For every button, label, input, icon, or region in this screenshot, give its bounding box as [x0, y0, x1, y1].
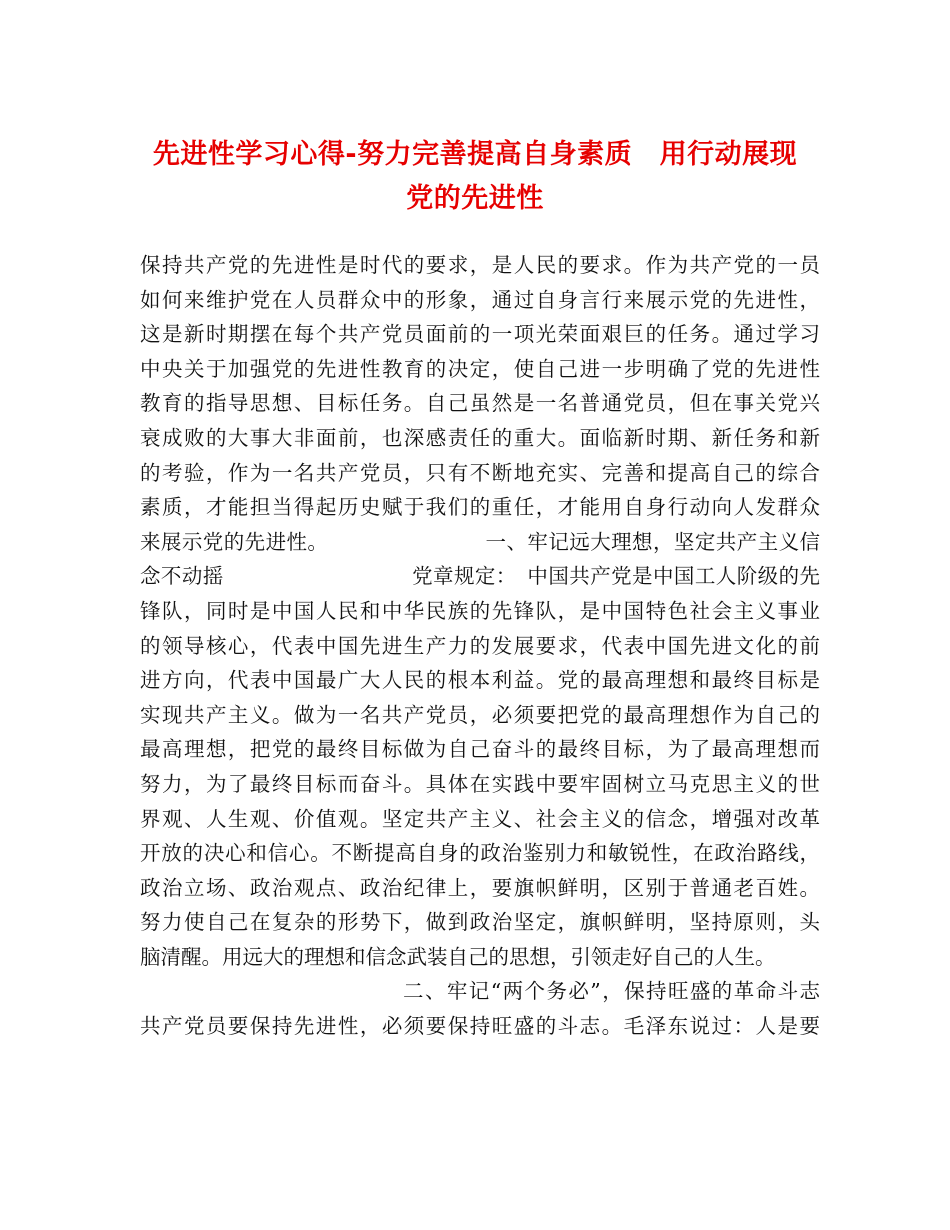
- body-line: 这是新时期摆在每个共产党员面前的一项光荣面艰巨的任务。通过学习: [140, 322, 820, 347]
- body-line: 中央关于加强党的先进性教育的决定，使自己进一步明确了党的先进性: [140, 356, 820, 381]
- body-line: 念不动摇 党章规定： 中国共产党是中国工人阶级的先: [140, 564, 820, 589]
- body-line: 开放的决心和信心。不断提高自身的政治鉴别力和敏锐性，在政治路线，: [140, 841, 820, 866]
- body-line: 政治立场、政治观点、政治纪律上，要旗帜鲜明，区别于普通老百姓。: [140, 875, 820, 900]
- body-line: 二、牢记“两个务必”，保持旺盛的革命斗志: [140, 979, 820, 1004]
- body-line: 教育的指导思想、目标任务。自己虽然是一名普通党员，但在事关党兴: [140, 391, 820, 416]
- body-line: 保持共产党的先进性是时代的要求，是人民的要求。作为共产党的一员: [140, 253, 820, 277]
- body-line: 界观、人生观、价值观。坚定共产主义、社会主义的信念，增强对改革: [140, 806, 820, 831]
- body-line: 努力，为了最终目标而奋斗。具体在实践中要牢固树立马克思主义的世: [140, 771, 820, 796]
- body-line: 衰成败的大事大非面前，也深感责任的重大。面临新时期、新任务和新: [140, 425, 820, 450]
- body-line: 脑清醒。用远大的理想和信念武装自己的思想，引领走好自己的人生。: [140, 944, 776, 969]
- body-line: 共产党员要保持先进性，必须要保持旺盛的斗志。毛泽东说过：人是要: [140, 1014, 820, 1039]
- body-line: 的考验，作为一名共产党员，只有不断地充实、完善和提高自己的综合: [140, 460, 820, 485]
- body-line: 实现共产主义。做为一名共产党员，必须要把党的最高理想作为自己的: [140, 702, 820, 727]
- body-line: 来展示党的先进性。 一、牢记远大理想，坚定共产主义信: [140, 529, 820, 554]
- body-line: 最高理想，把党的最终目标做为自己奋斗的最终目标，为了最高理想而: [140, 737, 820, 762]
- body-line: 努力使自己在复杂的形势下，做到政治坚定，旗帜鲜明，坚持原则，头: [140, 910, 820, 935]
- document-title-line-2: 党的先进性: [406, 183, 544, 214]
- body-line: 素质，才能担当得起历史赋于我们的重任，才能用自身行动向人发群众: [140, 495, 820, 520]
- body-line: 进方向，代表中国最广大人民的根本利益。党的最高理想和最终目标是: [140, 668, 820, 693]
- document-title-line-1: 先进性学习心得-努力完善提高自身素质 用行动展现: [152, 139, 798, 170]
- body-line: 如何来维护党在人员群众中的形象，通过自身言行来展示党的先进性，: [140, 287, 820, 312]
- document-body: [140, 248, 820, 1044]
- body-line: 的领导核心，代表中国先进生产力的发展要求，代表中国先进文化的前: [140, 633, 820, 658]
- body-line: 锋队，同时是中国人民和中华民族的先锋队，是中国特色社会主义事业: [140, 598, 820, 623]
